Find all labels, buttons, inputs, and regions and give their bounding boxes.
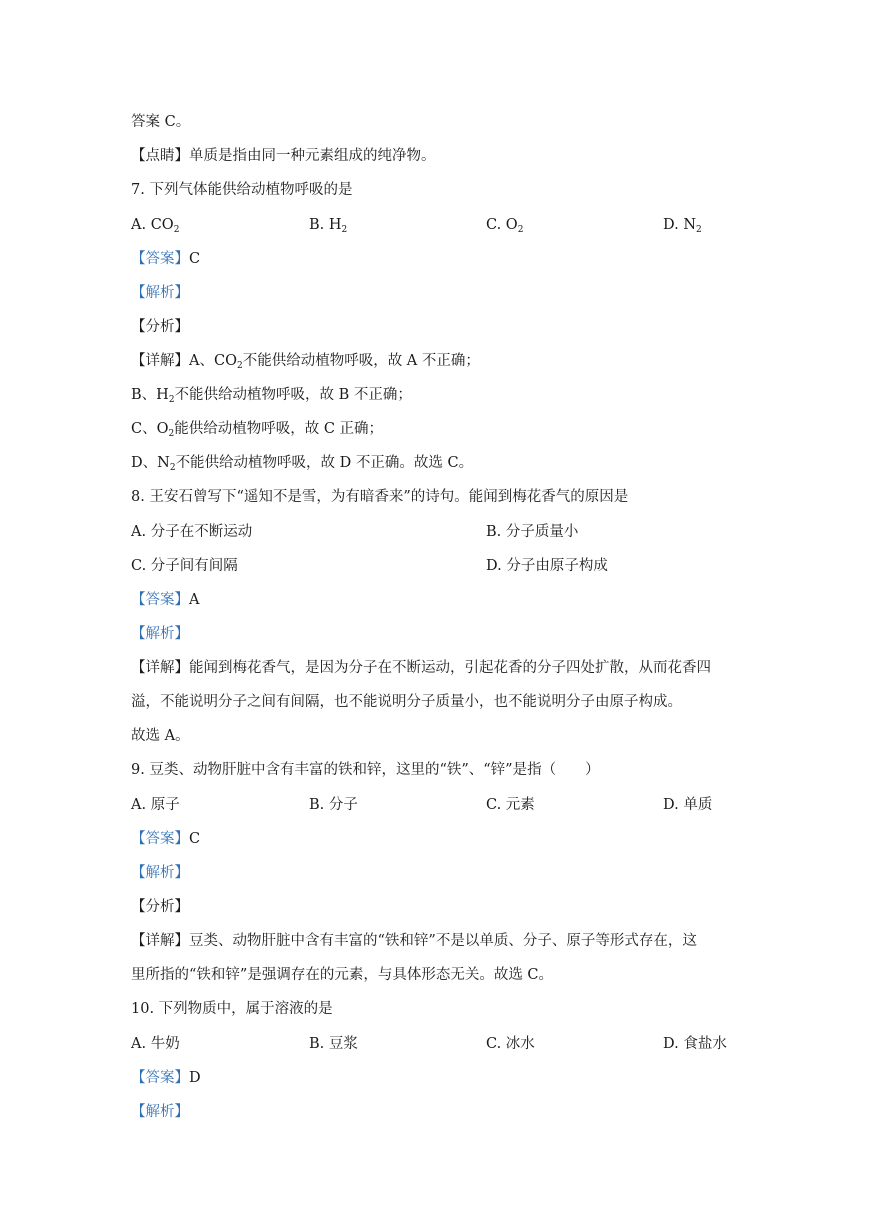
- q9-fenxi-label: 【分析】: [131, 899, 189, 915]
- q8-answer: [131, 590, 199, 610]
- prev-answer-line: 答案 C。: [131, 114, 191, 130]
- q10-option-c: C. 冰水: [486, 1036, 535, 1052]
- q7-option-a: A. $CO_2$: [131, 217, 180, 235]
- q9-option-c: C. 元素: [486, 797, 535, 813]
- q8-option-a: A. 分子在不断运动: [131, 524, 253, 540]
- q7-detail-2: B、$H_2$不能供给动植物呼吸，故 B 不正确；: [131, 387, 412, 405]
- q9-option-d: D. 单质: [663, 797, 713, 813]
- q8-option-c: C. 分子间有间隔: [131, 558, 238, 574]
- q9-analysis-label: 【解析】: [131, 865, 189, 881]
- q7-detail-1: 【详解】A、$CO_2$不能供给动植物呼吸，故 A 不正确；: [131, 353, 480, 371]
- q8-detail-2: 溢，不能说明分子之间有间隔，也不能说明分子质量小，也不能说明分子由原子构成。: [131, 694, 682, 710]
- q9-option-b: B. 分子: [309, 797, 358, 813]
- q7-analysis-label: 【解析】: [131, 285, 189, 301]
- q10-answer: [131, 1068, 201, 1088]
- q7-option-b: B. $H_2$: [309, 217, 348, 235]
- answer-value: A: [189, 592, 200, 608]
- answer-value: C: [189, 251, 201, 267]
- q7-stem: 7. 下列气体能供给动植物呼吸的是: [131, 182, 353, 198]
- tip-label: 【点睛】: [131, 148, 189, 164]
- answer-label: 【答案】: [131, 251, 189, 267]
- q8-option-d: D. 分子由原子构成: [486, 558, 608, 574]
- q7-answer: [131, 249, 200, 269]
- answer-label: 【答案】: [131, 592, 189, 608]
- q10-stem: 10. 下列物质中，属于溶液的是: [131, 1001, 333, 1017]
- answer-value: D: [189, 1070, 201, 1086]
- q8-option-b: B. 分子质量小: [486, 524, 579, 540]
- q7-option-d: D. $N_2$: [663, 217, 702, 235]
- answer-value: C: [189, 831, 201, 847]
- q7-detail-4: D、$N_2$不能供给动植物呼吸，故 D 不正确。故选 C。: [131, 455, 474, 473]
- q9-stem: 9. 豆类、动物肝脏中含有丰富的铁和锌，这里的“铁”、“锌”是指（ ）: [131, 762, 600, 778]
- tip-text: 单质是指由同一种元素组成的纯净物。: [189, 148, 436, 164]
- q9-option-a: A. 原子: [131, 797, 180, 813]
- q8-detail-1: 【详解】能闻到梅花香气，是因为分子在不断运动，引起花香的分子四处扩散，从而花香四: [131, 660, 711, 676]
- prev-tip: [131, 146, 436, 166]
- q10-option-a: A. 牛奶: [131, 1036, 180, 1052]
- answer-label: 【答案】: [131, 831, 189, 847]
- q7-fenxi-label: 【分析】: [131, 319, 189, 335]
- q7-option-c: C. $O_2$: [486, 217, 524, 235]
- q10-analysis-label: 【解析】: [131, 1104, 189, 1120]
- q10-option-d: D. 食盐水: [663, 1036, 727, 1052]
- q7-detail-3: C、$O_2$能供给动植物呼吸，故 C 正确；: [131, 421, 384, 439]
- q8-conclusion: 故选 A。: [131, 728, 190, 744]
- q9-detail-2: 里所指的“铁和锌”是强调存在的元素，与具体形态无关。故选 C。: [131, 967, 554, 983]
- q9-answer: [131, 829, 200, 849]
- q10-option-b: B. 豆浆: [309, 1036, 358, 1052]
- answer-label: 【答案】: [131, 1070, 189, 1086]
- q8-stem: 8. 王安石曾写下“遥知不是雪，为有暗香来”的诗句。能闻到梅花香气的原因是: [131, 489, 629, 505]
- q8-analysis-label: 【解析】: [131, 626, 189, 642]
- q9-detail-1: 【详解】豆类、动物肝脏中含有丰富的“铁和锌”不是以单质、分子、原子等形式存在，这: [131, 933, 697, 949]
